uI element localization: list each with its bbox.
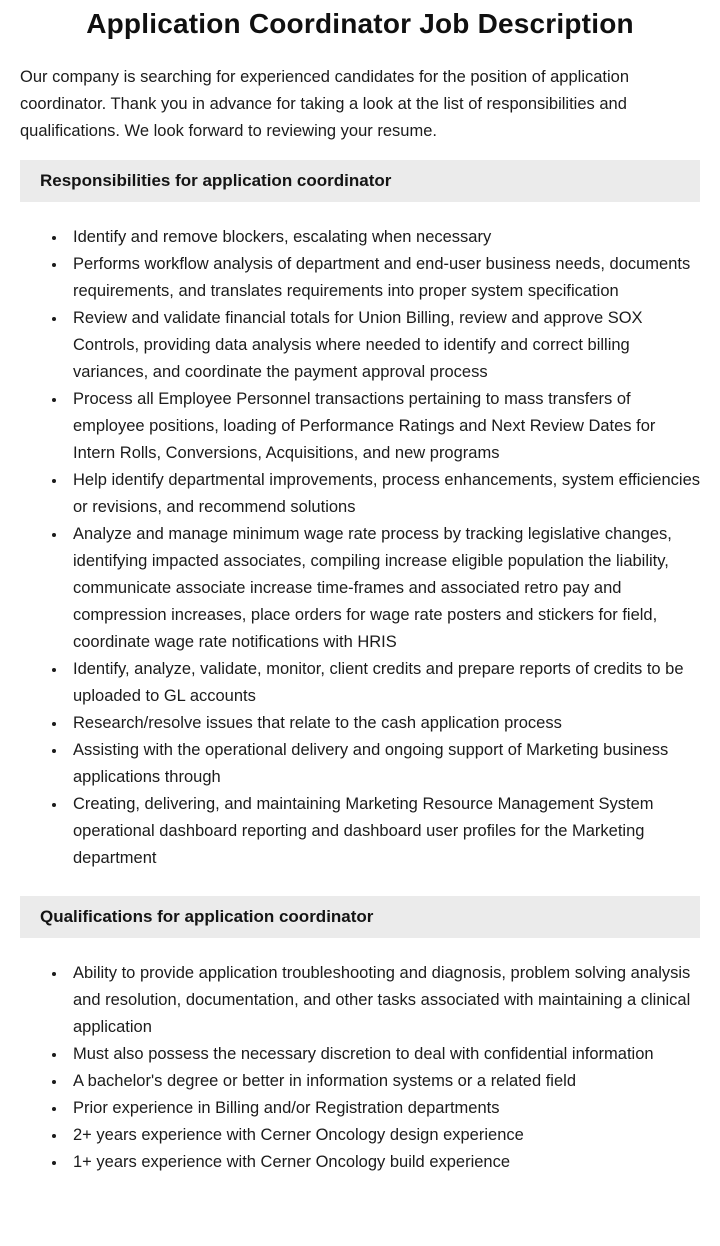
- list-item: • Research/resolve issues that relate to the cash application process: [67, 710, 700, 737]
- list-item: • Creating, delivering, and maintaining Marketing Resource Management System operational dashboard reporting and dashboard user profiles for the Marketing department: [67, 791, 700, 872]
- page-title: Application Coordinator Job Description: [86, 8, 634, 39]
- list-item: • Must also possess the necessary discretion to deal with confidential information: [67, 1041, 700, 1068]
- list-item: • Identify and remove blockers, escalating when necessary: [67, 224, 700, 251]
- list-item: • Identify, analyze, validate, monitor, client credits and prepare reports of credits to be uploaded to GL accounts: [67, 656, 700, 710]
- list-item: • A bachelor's degree or better in information systems or a related field: [67, 1068, 700, 1095]
- list-item: • Review and validate financial totals for Union Billing, review and approve SOX Controls, providing data analysis where needed to identify and correct billing variances, and coordinate the payment approval process: [67, 305, 700, 386]
- list-item: • Prior experience in Billing and/or Registration departments: [67, 1095, 700, 1122]
- section-responsibilities: [20, 160, 700, 872]
- list-item: • 2+ years experience with Cerner Oncology design experience: [67, 1122, 700, 1149]
- intro-paragraph: Our company is searching for experienced candidates for the position of application coordinator. Thank you in advance for taking a look at the list of responsibilities and qualifications. We look forward to reviewing your resume.: [20, 67, 630, 140]
- list-item: • Performs workflow analysis of department and end-user business needs, documents requirements, and translates requirements into proper system specification: [67, 251, 700, 305]
- list-item: • Assisting with the operational delivery and ongoing support of Marketing business applications through: [67, 737, 700, 791]
- list-item: • Analyze and manage minimum wage rate process by tracking legislative changes, identifying impacted associates, compiling increase eligible population the liability, communicate associate increase time-frames and associated retro pay and compression increases, place orders for wage rate posters and stickers for field, coordinate wage rate notifications with HRIS: [67, 521, 700, 656]
- list-item: • Help identify departmental improvements, process enhancements, system efficiencies or revisions, and recommend solutions: [67, 467, 700, 521]
- list-item: • 1+ years experience with Cerner Oncology build experience: [67, 1149, 700, 1176]
- list-item: • Ability to provide application troubleshooting and diagnosis, problem solving analysis and resolution, documentation, and other tasks associated with maintaining a clinical application: [67, 960, 700, 1041]
- responsibilities-section-heading: Responsibilities for application coordinator: [20, 160, 700, 202]
- section-qualifications: [20, 896, 700, 1176]
- responsibilities-list: [20, 224, 700, 872]
- qualifications-list: [20, 960, 700, 1176]
- list-item: • Process all Employee Personnel transactions pertaining to mass transfers of employee positions, loading of Performance Ratings and Next Review Dates for Intern Rolls, Conversions, Acquisitions, and new programs: [67, 386, 700, 467]
- qualifications-section-heading: Qualifications for application coordinator: [20, 896, 700, 938]
